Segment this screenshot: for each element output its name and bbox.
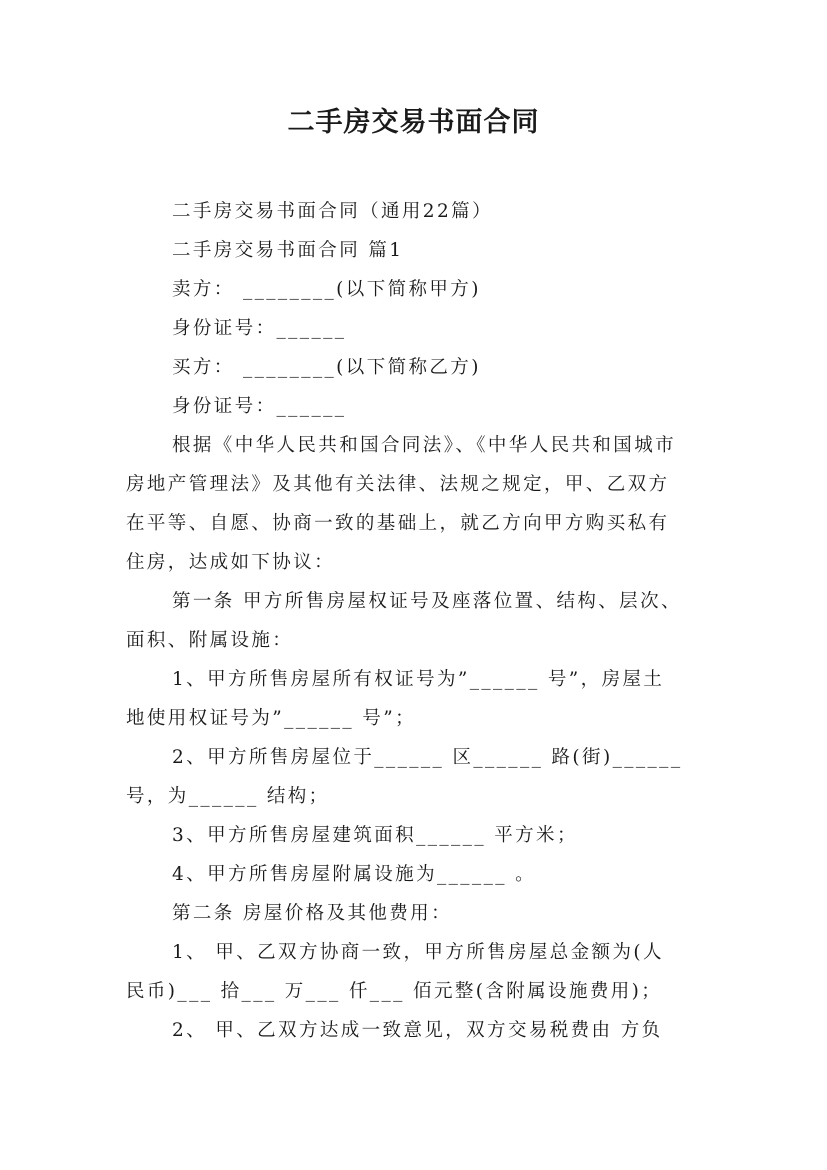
article-2-heading: 第二条 房屋价格及其他费用： [172,903,452,924]
clause-2-2-line-1: 2、 甲、乙双方达成一致意见，双方交易税费由 方负 [172,1020,663,1041]
preamble-line-3: 在平等、自愿、协商一致的基础上，就乙方向甲方购买私有 [126,513,670,534]
preamble-line-4: 住房，达成如下协议： [126,552,336,573]
clause-1-4: 4、甲方所售房屋附属设施为______ 。 [172,864,537,885]
subtitle-line: 二手房交易书面合同（通用22篇） [172,201,493,222]
clause-1-3: 3、甲方所售房屋建筑面积______ 平方米； [172,825,578,846]
clause-1-1-line-2: 地使用权证号为”______ 号”； [126,708,416,729]
document-title: 二手房交易书面合同 [287,107,540,138]
preamble-line-2: 房地产管理法》及其他有关法律、法规之规定，甲、乙双方 [126,474,670,495]
seller-line: 卖方： ________(以下简称甲方) [172,279,481,300]
clause-1-2-line-1: 2、甲方所售房屋位于______ 区______ 路(街)______ [172,747,683,768]
clause-2-1-line-2: 民币)___ 拾___ 万___ 仟___ 佰元整(含附属设施费用)； [126,981,663,1002]
preamble-line-1: 根据《中华人民共和国合同法》、《中华人民共和国城市 [172,435,677,456]
article-1-heading: 第一条 甲方所售房屋权证号及座落位置、结构、层次、 [172,591,682,612]
clause-1-2-line-2: 号，为______ 结构； [126,786,330,807]
clause-1-1-line-1: 1、甲方所售房屋所有权证号为”______ 号”，房屋土 [172,669,665,690]
buyer-id-line: 身份证号：______ [172,396,347,417]
seller-id-line: 身份证号：______ [172,318,347,339]
buyer-line: 买方： ________(以下简称乙方) [172,357,481,378]
article-1-heading-cont: 面积、附属设施： [126,630,294,651]
clause-2-1-line-1: 1、 甲、乙双方协商一致，甲方所售房屋总金额为(人 [172,942,664,963]
chapter-heading: 二手房交易书面合同 篇1 [172,240,404,261]
